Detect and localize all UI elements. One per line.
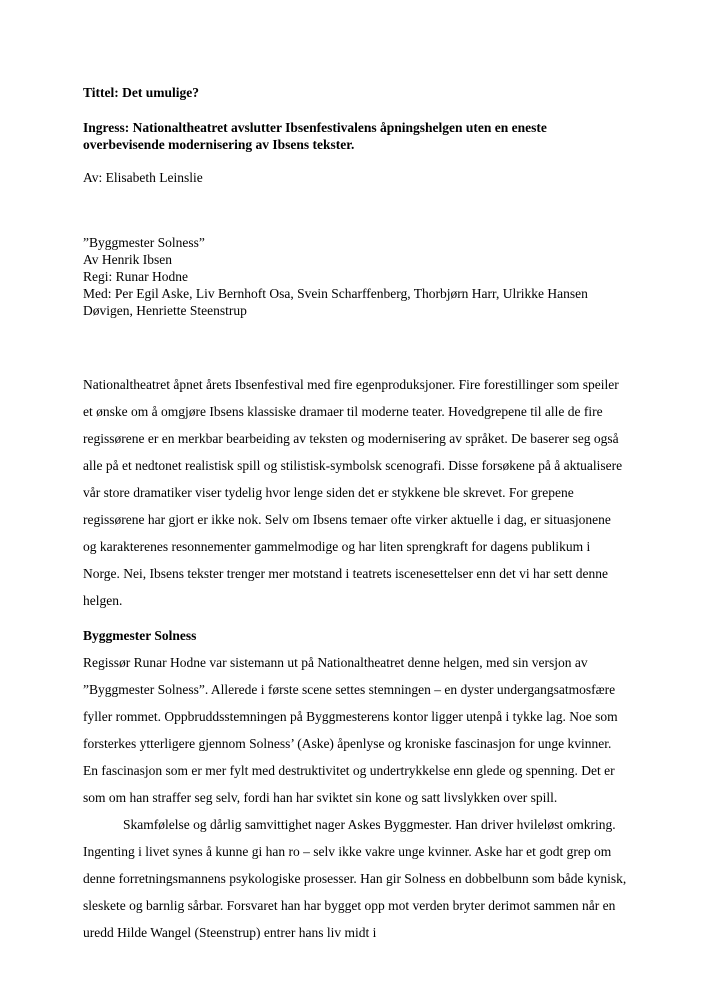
- section-paragraph: Skamfølelse og dårlig samvittighet nager Askes Byggmester. Han driver hvileløst omkring. Ingenting i livet synes å kunne gi han ro – selv ikke vakre unge kvinner. Aske har et godt grep om denne forretningsmannens psykologiske prosesser. Han gir Solness en dobbelbunn som både kynisk, sleskete og barnlig sårbar. Forsvaret han har bygget opp mot verden bryter derimot sammen når en uredd Hilde Wangel (Steenstrup) entrer hans liv midt i: [83, 817, 627, 940]
- section-heading: Byggmester Solness: [83, 628, 197, 643]
- production-credits-block: [83, 234, 627, 319]
- production-cast: Med: Per Egil Aske, Liv Bernhoft Osa, Svein Scharffenberg, Thorbjørn Harr, Ulrikke Hansen Døvigen, Henriette Steenstrup: [83, 286, 588, 318]
- production-author: Av Henrik Ibsen: [83, 252, 172, 267]
- document-ingress: Ingress: Nationaltheatret avslutter Ibsenfestivalens åpningshelgen uten en eneste overbevisende modernisering av Ibsens tekster.: [83, 120, 547, 152]
- production-title: ”Byggmester Solness”: [83, 235, 205, 250]
- document-title: Tittel: Det umulige?: [83, 85, 199, 100]
- document-byline: Av: Elisabeth Leinslie: [83, 170, 203, 185]
- intro-paragraph: Nationaltheatret åpnet årets Ibsenfestival med fire egenproduksjoner. Fire forestillinger som speiler et ønske om å omgjøre Ibsens klassiske dramaer til moderne teater. Hovedgrepene til alle de fire regissørene er en merkbar bearbeiding av teksten og modernisering av språket. De baserer seg også alle på et nedtonet realistisk spill og stilistisk-symbolsk scenografi. Disse forsøkene på å aktualisere vår store dramatiker viser tydelig hvor lenge siden det er stykkene ble skrevet. For grepene regissørene har gjort er ikke nok. Selv om Ibsens temaer ofte virker aktuelle i dag, er situasjonene og karakterenes resonnementer gammelmodige og har liten sprengkraft for dagens publikum i Norge. Nei, Ibsens tekster trenger mer motstand i teatrets iscenesettelser enn det vi har sett denne helgen.: [83, 377, 623, 608]
- production-director: Regi: Runar Hodne: [83, 269, 188, 284]
- section-paragraph: Regissør Runar Hodne var sistemann ut på Nationaltheatret denne helgen, med sin versjon av ”Byggmester Solness”. Allerede i første scene settes stemningen – en dyster undergangsatmosfære fyller rommet. Oppbruddsstemningen på Byggmesterens kontor ligger utenpå i tykke lag. Noe som forsterkes ytterligere gjennom Solness’ (Aske) åpenlyse og kroniske fascinasjon for unge kvinner. En fascinasjon som er mer fylt med destruktivitet og undertrykkelse enn glede og spenning. Det er som om han straffer seg selv, fordi han har sviktet sin kone og satt livslykken over spill.: [83, 655, 618, 805]
